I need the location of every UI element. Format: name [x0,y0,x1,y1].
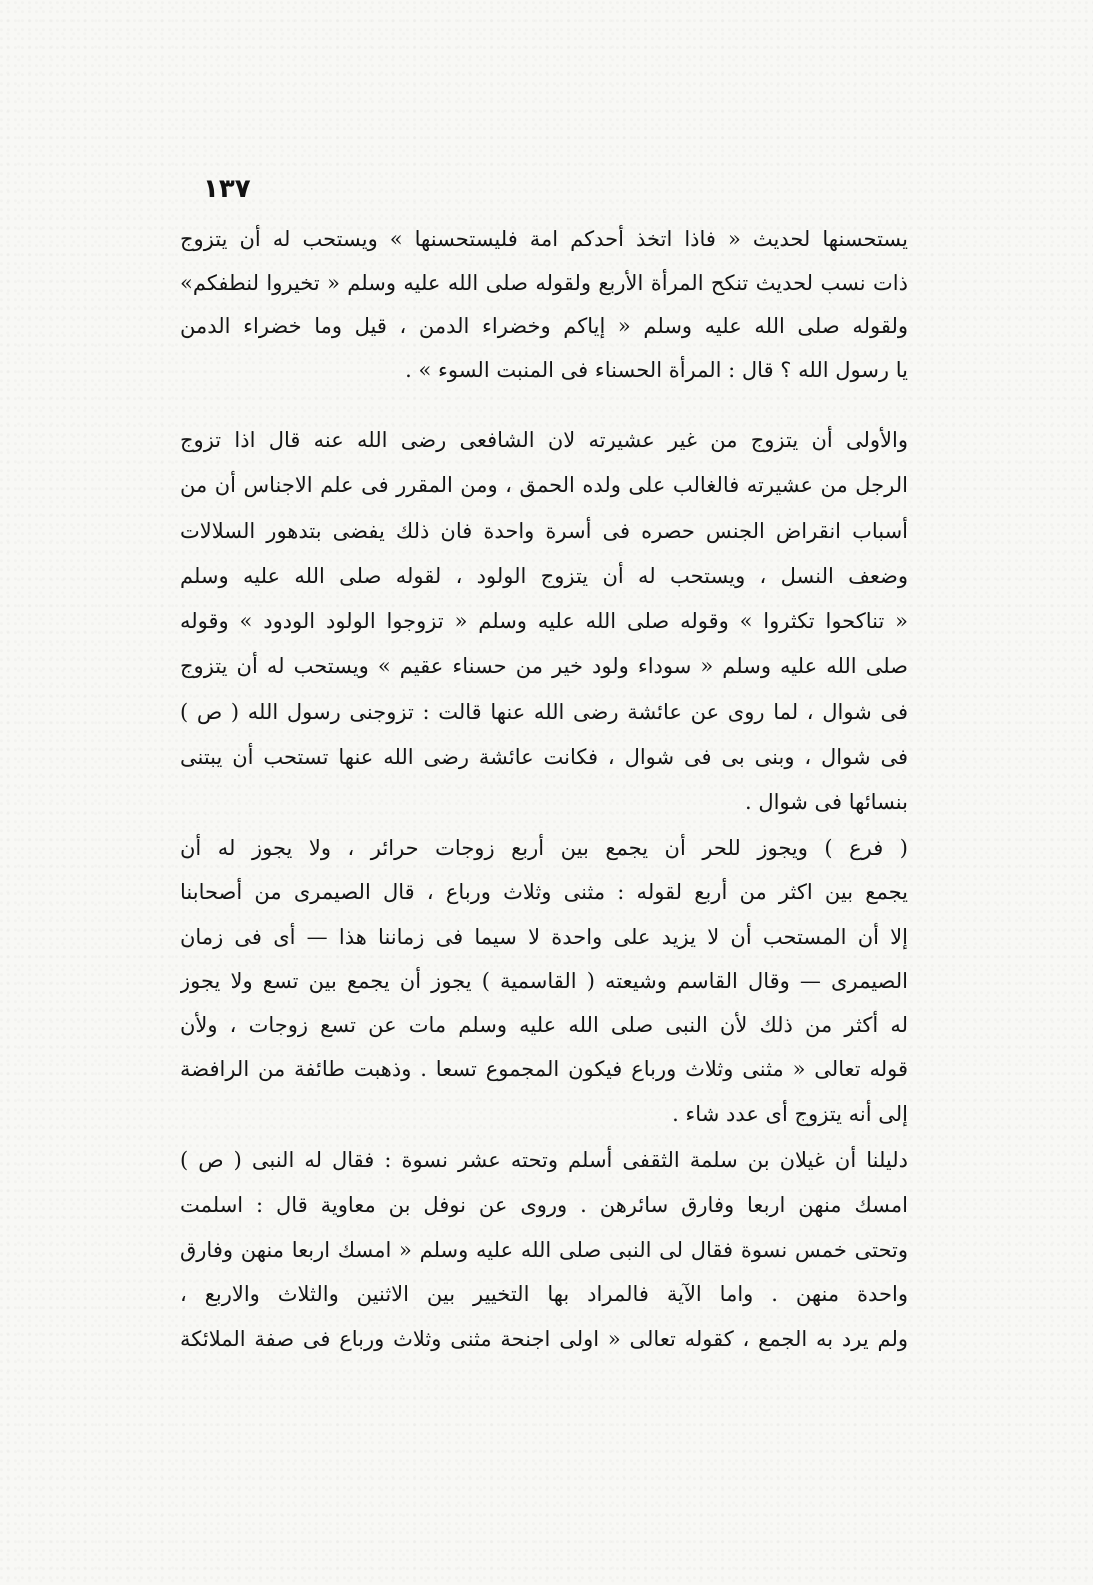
text-line: ولقوله صلى الله عليه وسلم « إياكم وخضراء الدمن ، قيل وما خضراء الدمن [180,314,908,338]
text-line: « تناكحوا تكثروا » وقوله صلى الله عليه وسلم « تزوجوا الولود الودود » وقوله [180,609,908,634]
text-line: والأولى أن يتزوج من غير عشيرته لان الشافعى رضى الله عنه قال اذا تزوج [180,428,908,452]
text-line: فى شوال ، لما روى عن عائشة رضى الله عنها قالت : تزوجنى رسول الله ( ص ) [180,699,908,724]
text-line: أسباب انقراض الجنس حصره فى أسرة واحدة فان ذلك يفضى بتدهور السلالات [180,518,908,543]
paragraph-4 [180,1138,908,1362]
text-line: ولم يرد به الجمع ، كقوله تعالى « اولى اجنحة مثنى وثلاث ورباع فى صفة الملائكة [180,1327,908,1352]
text-line: صلى الله عليه وسلم « سوداء ولود خير من حسناء عقيم » ويستحب له أن يتزوج [180,654,908,679]
text-line: يا رسول الله ؟ قال : المرأة الحسناء فى المنبت السوء » . [405,357,908,382]
text-line: ذات نسب لحديث تنكح المرأة الأربع ولقوله صلى الله عليه وسلم « تخيروا لنطفكم» [180,270,908,295]
paragraph-1 [180,218,908,392]
text-line: إلى أنه يتزوج أى عدد شاء . [672,1101,908,1126]
text-line: ( فرع ) ويجوز للحر أن يجمع بين أربع زوجات حرائر ، ولا يجوز له أن [180,836,908,860]
text-line: قوله تعالى « مثنى وثلاث ورباع فيكون المجموع تسعا . وذهبت طائفة من الرافضة [180,1057,908,1082]
text-line: امسك منهن اربعا وفارق سائرهن . وروى عن نوفل بن معاوية قال : اسلمت [180,1192,908,1217]
text-line: وتحتى خمس نسوة فقال لى النبى صلى الله عليه وسلم « امسك اربعا منهن وفارق [180,1237,908,1262]
text-line: فى شوال ، وبنى بى فى شوال ، فكانت عائشة رضى الله عنها تستحب أن يبتنى [180,745,908,770]
text-line: له أكثر من ذلك لأن النبى صلى الله عليه وسلم مات عن تسع زوجات ، ولأن [180,1013,908,1038]
text-line: وضعف النسل ، ويستحب له أن يتزوج الولود ، لقوله صلى الله عليه وسلم [180,563,908,588]
text-line: بنسائها فى شوال . [744,790,908,815]
text-line: واحدة منهن . واما الآية فالمراد بها التخيير بين الاثنين والثلاث والاربع ، [180,1282,908,1307]
text-line: الرجل من عشيرته فالغالب على ولده الحمق ، ومن المقرر فى علم الاجناس أن من [180,473,908,498]
text-line: دليلنا أن غيلان بن سلمة الثقفى أسلم وتحته عشر نسوة : فقال له النبى ( ص ) [180,1148,908,1172]
page-number: ١٣٧ [203,174,251,204]
paragraph-2 [180,418,908,826]
paragraph-3 [180,826,908,1136]
text-line: يجمع بين اكثر من أربع لقوله : مثنى وثلاث ورباع ، قال الصيمرى من أصحابنا [180,880,908,905]
text-line: الصيمرى — وقال القاسم وشيعته ( القاسمية ) يجوز أن يجمع بين تسع ولا يجوز [180,968,908,993]
text-line: إلا أن المستحب أن لا يزيد على واحدة لا سيما فى زماننا هذا — أى فى زمان [180,924,908,949]
text-line: يستحسنها لحديث « فاذا اتخذ أحدكم امة فليستحسنها » ويستحب له أن يتزوج [180,227,908,251]
